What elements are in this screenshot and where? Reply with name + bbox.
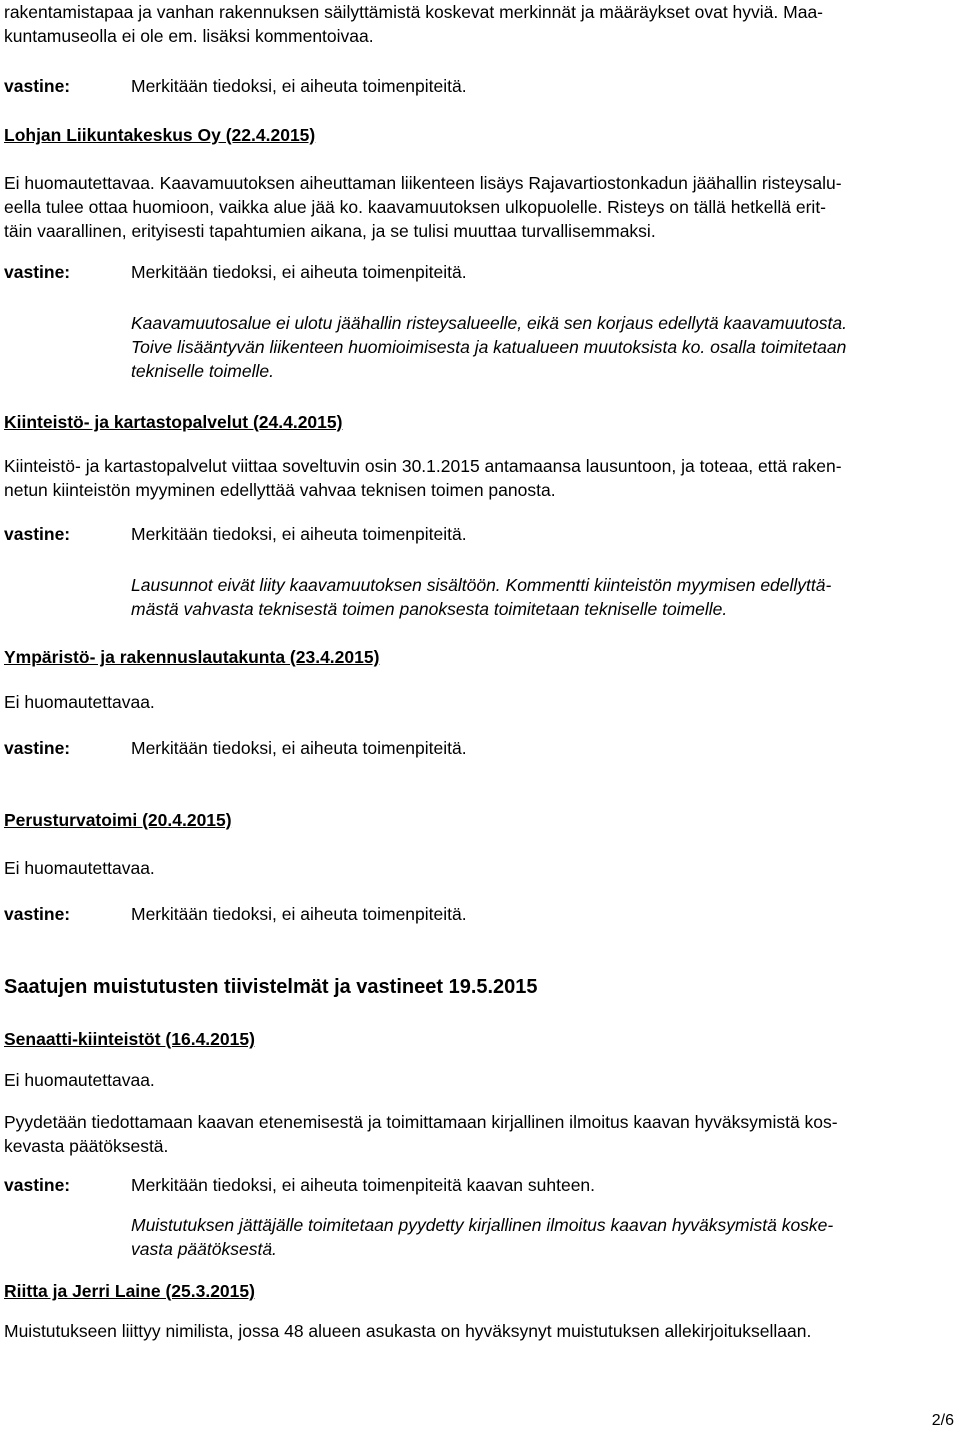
senaatti-note-line-2: vasta päätöksestä. [131,1239,277,1259]
lohjan-note-line-3: tekniselle toimelle. [131,361,274,381]
senaatti-note-line-1: Muistutuksen jättäjälle toimitetaan pyydetty kirjallinen ilmoitus kaavan hyväksymistä koske- [131,1215,834,1235]
lohjan-line-1: Ei huomautettavaa. Kaavamuutoksen aiheuttaman liikenteen lisäys Rajavartiostonkadun jäähallin risteysalu- [4,173,842,193]
page-number: 2/6 [931,1412,954,1429]
intro-line-1: rakentamistapaa ja vanhan rakennuksen säilyttämistä koskevat merkinnät ja määräykset ovat hyviä. Maa- [4,2,824,22]
lohjan-line-3: täin vaarallinen, erityisesti tapahtumien aikana, ja se tulisi muuttaa turvallisemmaksi. [4,221,656,241]
senaatti-text: Ei huomautettavaa. [4,1070,155,1090]
lohjan-heading: Lohjan Liikuntakeskus Oy (22.4.2015) [4,125,316,145]
vastine-label: vastine: [4,76,71,96]
vastine-label: vastine: [4,524,71,544]
kiinteisto-line-1: Kiinteistö- ja kartastopalvelut viittaa soveltuvin osin 30.1.2015 antamaansa lausuntoon, ja toteaa, että raken- [4,456,842,476]
vastine-text: Merkitään tiedoksi, ei aiheuta toimenpiteitä. [131,738,467,758]
lohjan-note-line-2: Toive lisääntyvän liikenteen huomioimisesta ja katualueen muutoksista ko. osalla toimitetaan [131,337,847,357]
perusturva-heading: Perusturvatoimi (20.4.2015) [4,810,232,830]
intro-line-2: kuntamuseolla ei ole em. lisäksi kommentoivaa. [4,26,374,46]
kiinteisto-line-2: netun kiinteistön myyminen edellyttää vahvaa teknisen toimen panosta. [4,480,556,500]
senaatti-heading: Senaatti-kiinteistöt (16.4.2015) [4,1029,255,1049]
summary-title: Saatujen muistutusten tiivistelmät ja vastineet 19.5.2015 [4,976,538,998]
laine-line: Muistutukseen liittyy nimilista, jossa 48 alueen asukasta on hyväksynyt muistutuksen allekirjoituksellaan. [4,1321,812,1341]
lohjan-line-2: eella tulee ottaa huomioon, vaikka alue jää ko. kaavamuutoksen ulkopuolelle. Risteys on tällä hetkellä erit- [4,197,827,217]
vastine-text: Merkitään tiedoksi, ei aiheuta toimenpiteitä. [131,262,467,282]
kiinteisto-note-line-1: Lausunnot eivät liity kaavamuutoksen sisältöön. Kommentti kiinteistön myymisen edellyttä- [131,575,832,595]
vastine-text: Merkitään tiedoksi, ei aiheuta toimenpiteitä. [131,76,467,96]
laine-heading: Riitta ja Jerri Laine (25.3.2015) [4,1281,255,1301]
vastine-text: Merkitään tiedoksi, ei aiheuta toimenpiteitä. [131,904,467,924]
vastine-label: vastine: [4,1175,71,1195]
vastine-label: vastine: [4,738,71,758]
vastine-label: vastine: [4,904,71,924]
vastine-text: Merkitään tiedoksi, ei aiheuta toimenpiteitä. [131,524,467,544]
vastine-text: Merkitään tiedoksi, ei aiheuta toimenpiteitä kaavan suhteen. [131,1175,596,1195]
lohjan-note-line-1: Kaavamuutosalue ei ulotu jäähallin risteysalueelle, eikä sen korjaus edellytä kaavamuutosta. [131,313,847,333]
perusturva-text: Ei huomautettavaa. [4,858,155,878]
senaatti-line-2: kevasta päätöksestä. [4,1136,169,1156]
vastine-label: vastine: [4,262,71,282]
ymparisto-heading: Ympäristö- ja rakennuslautakunta (23.4.2015) [4,647,380,667]
senaatti-line-1: Pyydetään tiedottamaan kaavan etenemisestä ja toimittamaan kirjallinen ilmoitus kaavan hyväksymistä kos- [4,1112,838,1132]
kiinteisto-heading: Kiinteistö- ja kartastopalvelut (24.4.2015) [4,412,343,432]
ymparisto-text: Ei huomautettavaa. [4,692,155,712]
kiinteisto-note-line-2: mästä vahvasta teknisestä toimen panoksesta toimitetaan tekniselle toimelle. [131,599,728,619]
